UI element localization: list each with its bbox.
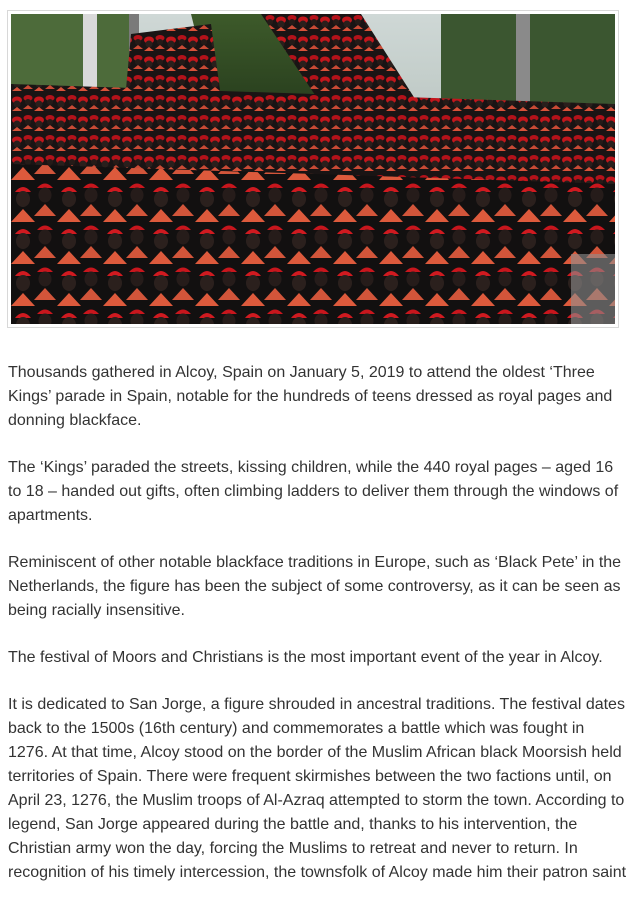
paragraph: It is dedicated to San Jorge, a figure shrouded in ancestral traditions. The festival dates back to the 1500s (16th century) and commemorates a battle which was fought in 1276. At that time, Alcoy stood on the border of the Muslim African black Moorsish held territories of Spain. There were frequent skirmishes between the two factions until, on April 23, 1276, the Muslim troops of Al-Azraq attempted to storm the town. According to legend, San Jorge appeared during the battle and, thanks to his intervention, the Christian army won the day, forcing the Muslims to retreat and never to return. In recognition of his timely intercession, the townsfolk of Alcoy made him their patron saint bbox=[8, 696, 627, 881]
article-body bbox=[8, 361, 628, 908]
paragraph: Thousands gathered in Alcoy, Spain on January 5, 2019 to attend the oldest ‘Three Kings’ parade in Spain, notable for the hundreds of teens dressed as royal pages and donning blackface. bbox=[8, 364, 613, 429]
paragraph: Reminiscent of other notable blackface traditions in Europe, such as ‘Black Pete’ in the Netherlands, the figure has been the subject of some controversy, as it can be seen as being racially insensitive. bbox=[8, 554, 622, 619]
paragraph: The festival of Moors and Christians is the most important event of the year in Alcoy. bbox=[8, 649, 603, 666]
paragraph: The ‘Kings’ paraded the streets, kissing children, while the 440 royal pages – aged 16 to 18 – handed out gifts, often climbing ladders to deliver them through the windows of apartments. bbox=[8, 459, 619, 524]
parade-crowd-image bbox=[11, 14, 615, 324]
article-photo bbox=[7, 10, 619, 328]
